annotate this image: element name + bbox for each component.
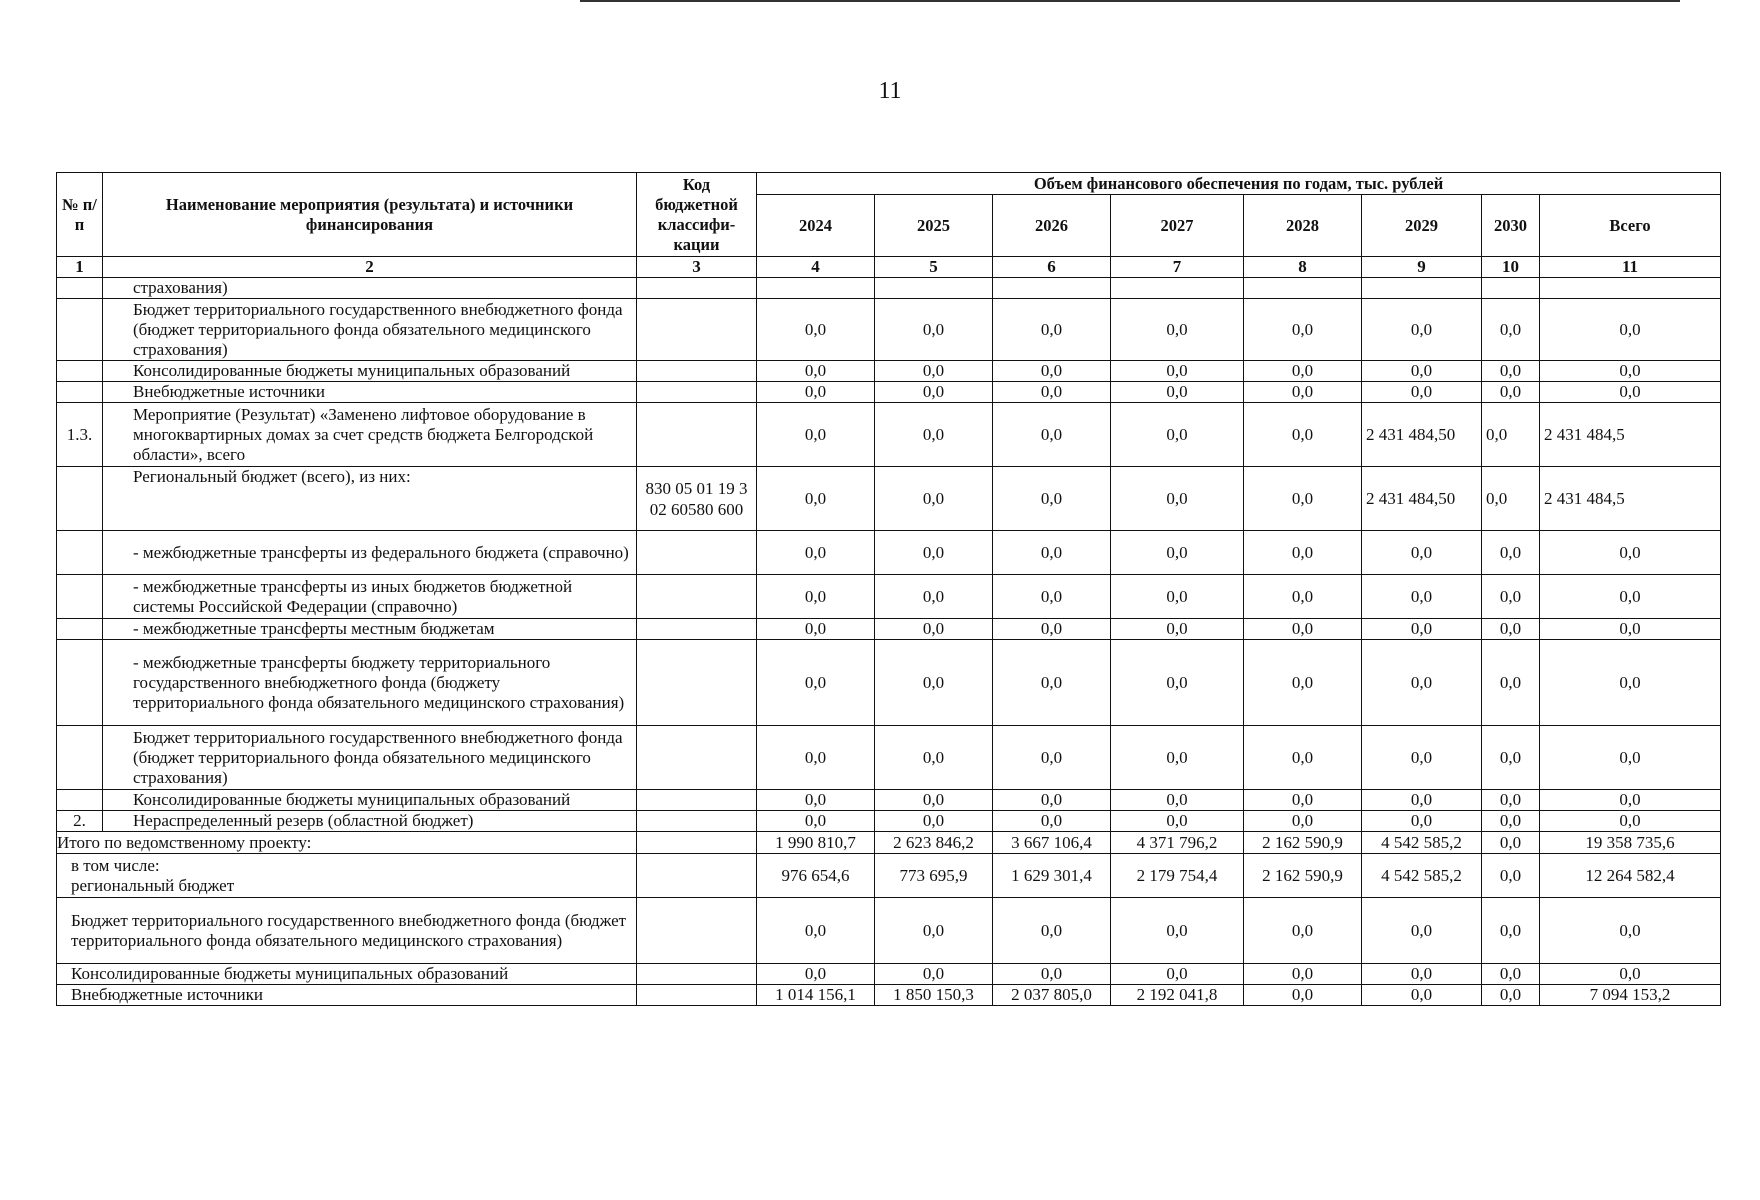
row-kbk — [637, 299, 757, 361]
total-value: 0,0 — [1482, 964, 1540, 985]
total-value: 0,0 — [1482, 898, 1540, 964]
row-value: 0,0 — [1111, 361, 1244, 382]
row-name: Нераспределенный резерв (областной бюджет) — [103, 811, 637, 832]
table-row — [57, 619, 1721, 640]
row-name: Консолидированные бюджеты муниципальных образований — [103, 790, 637, 811]
row-value: 0,0 — [1244, 726, 1362, 790]
row-value: 0,0 — [1362, 640, 1482, 726]
column-index: 1 — [57, 257, 103, 278]
row-value: 0,0 — [875, 531, 993, 575]
row-value: 0,0 — [875, 361, 993, 382]
total-row — [57, 898, 1721, 964]
total-value: 1 990 810,7 — [757, 832, 875, 854]
row-value — [1482, 278, 1540, 299]
column-index: 8 — [1244, 257, 1362, 278]
header-year: 2025 — [875, 195, 993, 257]
row-kbk — [637, 382, 757, 403]
row-value: 0,0 — [875, 575, 993, 619]
total-value: 19 358 735,6 — [1540, 832, 1721, 854]
row-value: 0,0 — [875, 382, 993, 403]
total-name: Внебюджетные источники — [57, 985, 637, 1006]
row-kbk — [637, 726, 757, 790]
table-row — [57, 299, 1721, 361]
header-year: 2026 — [993, 195, 1111, 257]
row-value: 0,0 — [1482, 467, 1540, 531]
table-row — [57, 575, 1721, 619]
row-value — [1111, 278, 1244, 299]
row-kbk: 830 05 01 19 3 02 60580 600 — [637, 467, 757, 531]
header-kbk: Код бюджетной классифи-кации — [637, 173, 757, 257]
row-value: 0,0 — [1362, 726, 1482, 790]
row-value: 0,0 — [993, 790, 1111, 811]
row-value: 0,0 — [1540, 382, 1721, 403]
total-name — [57, 854, 637, 898]
row-value — [1244, 278, 1362, 299]
total-value: 0,0 — [875, 898, 993, 964]
row-value: 0,0 — [875, 403, 993, 467]
row-value: 0,0 — [875, 640, 993, 726]
row-value: 0,0 — [993, 361, 1111, 382]
row-value: 0,0 — [1482, 299, 1540, 361]
row-name: Консолидированные бюджеты муниципальных образований — [103, 361, 637, 382]
column-index: 6 — [993, 257, 1111, 278]
total-name-prefix: в том числе: — [71, 855, 160, 875]
header-num: № п/п — [57, 173, 103, 257]
column-index: 2 — [103, 257, 637, 278]
table-row — [57, 811, 1721, 832]
column-index: 4 — [757, 257, 875, 278]
financing-table — [56, 172, 1721, 1006]
row-value: 0,0 — [1482, 726, 1540, 790]
row-value: 0,0 — [1244, 619, 1362, 640]
row-value: 0,0 — [1482, 361, 1540, 382]
total-value: 0,0 — [1540, 964, 1721, 985]
row-value: 0,0 — [875, 790, 993, 811]
header-name: Наименование мероприятия (результата) и источники финансирования — [103, 173, 637, 257]
row-value: 0,0 — [1540, 726, 1721, 790]
total-value: 2 162 590,9 — [1244, 832, 1362, 854]
row-kbk — [637, 811, 757, 832]
total-value: 0,0 — [757, 898, 875, 964]
column-index: 3 — [637, 257, 757, 278]
total-value: 7 094 153,2 — [1540, 985, 1721, 1006]
total-value: 0,0 — [1111, 898, 1244, 964]
total-value: 4 371 796,2 — [1111, 832, 1244, 854]
total-value: 0,0 — [875, 964, 993, 985]
header-year: 2030 — [1482, 195, 1540, 257]
row-num — [57, 619, 103, 640]
row-value: 0,0 — [1362, 382, 1482, 403]
row-value: 0,0 — [993, 726, 1111, 790]
row-value: 0,0 — [1111, 575, 1244, 619]
total-value: 0,0 — [1482, 832, 1540, 854]
row-value: 0,0 — [1111, 619, 1244, 640]
header-year: 2027 — [1111, 195, 1244, 257]
row-value — [1540, 278, 1721, 299]
row-value: 0,0 — [875, 299, 993, 361]
row-value: 0,0 — [1482, 619, 1540, 640]
row-value: 0,0 — [1244, 299, 1362, 361]
row-kbk — [637, 575, 757, 619]
column-index: 11 — [1540, 257, 1721, 278]
row-value: 0,0 — [1482, 790, 1540, 811]
table-header — [57, 173, 1721, 278]
header-total: Всего — [1540, 195, 1721, 257]
table-row — [57, 467, 1721, 531]
row-value: 0,0 — [993, 403, 1111, 467]
row-value: 0,0 — [1244, 361, 1362, 382]
row-num — [57, 531, 103, 575]
row-value — [993, 278, 1111, 299]
row-value: 0,0 — [757, 619, 875, 640]
total-value: 12 264 582,4 — [1540, 854, 1721, 898]
total-value: 0,0 — [757, 964, 875, 985]
row-name: - межбюджетные трансферты местным бюджетам — [103, 619, 637, 640]
row-value: 0,0 — [757, 403, 875, 467]
total-kbk — [637, 854, 757, 898]
row-value: 2 431 484,50 — [1362, 403, 1482, 467]
row-kbk — [637, 619, 757, 640]
row-num — [57, 790, 103, 811]
row-value: 0,0 — [993, 382, 1111, 403]
column-index: 5 — [875, 257, 993, 278]
total-value: 0,0 — [1362, 898, 1482, 964]
row-value: 0,0 — [1111, 299, 1244, 361]
row-kbk — [637, 640, 757, 726]
header-year: 2028 — [1244, 195, 1362, 257]
column-index: 7 — [1111, 257, 1244, 278]
row-value: 0,0 — [1362, 790, 1482, 811]
row-name: Бюджет территориального государственного внебюджетного фонда (бюджет территориального фонда обязательного медицинского страхования) — [103, 299, 637, 361]
row-name: Мероприятие (Результат) «Заменено лифтовое оборудование в многоквартирных домах за счет средств бюджета Белгородской области», всего — [103, 403, 637, 467]
table-body — [57, 278, 1721, 1006]
row-value: 0,0 — [1244, 575, 1362, 619]
total-value: 0,0 — [1244, 985, 1362, 1006]
table-row — [57, 361, 1721, 382]
row-name: Внебюджетные источники — [103, 382, 637, 403]
row-value — [875, 278, 993, 299]
row-value: 0,0 — [1482, 531, 1540, 575]
row-value: 0,0 — [1482, 382, 1540, 403]
row-value: 0,0 — [1244, 467, 1362, 531]
row-kbk — [637, 278, 757, 299]
total-row — [57, 964, 1721, 985]
table-row — [57, 531, 1721, 575]
row-value: 2 431 484,50 — [1362, 467, 1482, 531]
row-value: 0,0 — [757, 467, 875, 531]
row-value: 0,0 — [1482, 811, 1540, 832]
row-value: 0,0 — [1540, 640, 1721, 726]
total-value: 2 623 846,2 — [875, 832, 993, 854]
table-row — [57, 790, 1721, 811]
header-year: 2029 — [1362, 195, 1482, 257]
total-value: 0,0 — [1244, 898, 1362, 964]
total-kbk — [637, 964, 757, 985]
total-value: 976 654,6 — [757, 854, 875, 898]
row-value: 0,0 — [875, 619, 993, 640]
row-value: 0,0 — [1540, 619, 1721, 640]
row-value: 0,0 — [757, 640, 875, 726]
row-value: 0,0 — [1362, 361, 1482, 382]
total-row — [57, 832, 1721, 854]
table-row — [57, 382, 1721, 403]
row-value: 0,0 — [993, 531, 1111, 575]
row-value — [1362, 278, 1482, 299]
total-value: 2 037 805,0 — [993, 985, 1111, 1006]
total-row — [57, 985, 1721, 1006]
row-num — [57, 726, 103, 790]
row-value — [757, 278, 875, 299]
row-value: 0,0 — [1111, 640, 1244, 726]
row-value: 0,0 — [1540, 299, 1721, 361]
row-value: 0,0 — [1362, 619, 1482, 640]
row-value: 0,0 — [993, 619, 1111, 640]
total-value: 1 850 150,3 — [875, 985, 993, 1006]
row-value: 0,0 — [1244, 790, 1362, 811]
row-value: 0,0 — [1111, 811, 1244, 832]
total-value: 0,0 — [1482, 854, 1540, 898]
row-value: 0,0 — [1482, 640, 1540, 726]
row-value: 0,0 — [1482, 575, 1540, 619]
total-name: Бюджет территориального государственного внебюджетного фонда (бюджет территориального фонда обязательного медицинского страхования) — [57, 898, 637, 964]
row-value: 0,0 — [757, 726, 875, 790]
row-num — [57, 575, 103, 619]
column-index-row — [57, 257, 1721, 278]
page-number: 11 — [878, 78, 902, 104]
total-value: 2 192 041,8 — [1111, 985, 1244, 1006]
row-value: 0,0 — [1540, 531, 1721, 575]
header-volume: Объем финансового обеспечения по годам, тыс. рублей — [757, 173, 1721, 195]
row-num: 2. — [57, 811, 103, 832]
total-value: 3 667 106,4 — [993, 832, 1111, 854]
row-num — [57, 467, 103, 531]
row-value: 0,0 — [1111, 403, 1244, 467]
row-value: 0,0 — [1244, 403, 1362, 467]
row-name: Региональный бюджет (всего), из них: — [103, 467, 637, 531]
top-border-line — [580, 0, 1680, 2]
total-value: 2 162 590,9 — [1244, 854, 1362, 898]
total-value: 0,0 — [1362, 964, 1482, 985]
row-value: 0,0 — [1482, 403, 1540, 467]
row-kbk — [637, 790, 757, 811]
row-value: 0,0 — [993, 811, 1111, 832]
total-value: 0,0 — [1540, 898, 1721, 964]
row-num — [57, 278, 103, 299]
row-value: 2 431 484,5 — [1540, 467, 1721, 531]
row-value: 0,0 — [993, 575, 1111, 619]
row-value: 0,0 — [757, 299, 875, 361]
row-value: 0,0 — [1111, 467, 1244, 531]
row-kbk — [637, 531, 757, 575]
row-value: 0,0 — [1244, 531, 1362, 575]
total-kbk — [637, 898, 757, 964]
row-value: 0,0 — [993, 640, 1111, 726]
row-value: 0,0 — [1111, 531, 1244, 575]
row-value: 0,0 — [993, 467, 1111, 531]
total-value: 1 014 156,1 — [757, 985, 875, 1006]
row-value: 0,0 — [1111, 382, 1244, 403]
row-num — [57, 299, 103, 361]
total-value: 1 629 301,4 — [993, 854, 1111, 898]
row-value: 0,0 — [1111, 790, 1244, 811]
row-kbk — [637, 403, 757, 467]
total-name-label: региональный бюджет — [71, 875, 235, 895]
row-value: 0,0 — [1244, 382, 1362, 403]
table-row — [57, 278, 1721, 299]
total-value: 4 542 585,2 — [1362, 854, 1482, 898]
total-kbk — [637, 832, 757, 854]
total-value: 0,0 — [1482, 985, 1540, 1006]
row-value: 0,0 — [875, 811, 993, 832]
row-value: 0,0 — [1244, 640, 1362, 726]
row-num — [57, 640, 103, 726]
total-kbk — [637, 985, 757, 1006]
row-num — [57, 361, 103, 382]
row-value: 0,0 — [1362, 531, 1482, 575]
total-value: 0,0 — [1244, 964, 1362, 985]
table-row — [57, 726, 1721, 790]
total-name: Консолидированные бюджеты муниципальных образований — [57, 964, 637, 985]
row-value: 0,0 — [1540, 361, 1721, 382]
row-value: 0,0 — [1540, 790, 1721, 811]
row-value: 0,0 — [757, 361, 875, 382]
row-value: 2 431 484,5 — [1540, 403, 1721, 467]
total-value: 4 542 585,2 — [1362, 832, 1482, 854]
row-name: - межбюджетные трансферты бюджету территориального государственного внебюджетного фонда (бюджету территориального фонда обязательного медицинского страхования) — [103, 640, 637, 726]
row-value: 0,0 — [1540, 811, 1721, 832]
row-value: 0,0 — [875, 726, 993, 790]
column-index: 10 — [1482, 257, 1540, 278]
row-value: 0,0 — [757, 811, 875, 832]
row-kbk — [637, 361, 757, 382]
total-value: 0,0 — [993, 898, 1111, 964]
row-value: 0,0 — [757, 382, 875, 403]
table-row — [57, 403, 1721, 467]
row-value: 0,0 — [1244, 811, 1362, 832]
row-value: 0,0 — [993, 299, 1111, 361]
row-name: - межбюджетные трансферты из иных бюджетов бюджетной системы Российской Федерации (справочно) — [103, 575, 637, 619]
total-row — [57, 854, 1721, 898]
row-value: 0,0 — [757, 790, 875, 811]
row-value: 0,0 — [1362, 299, 1482, 361]
total-value: 2 179 754,4 — [1111, 854, 1244, 898]
row-value: 0,0 — [1362, 811, 1482, 832]
table-row — [57, 640, 1721, 726]
total-value: 0,0 — [993, 964, 1111, 985]
row-value: 0,0 — [1540, 575, 1721, 619]
total-value: 0,0 — [1362, 985, 1482, 1006]
total-name: Итого по ведомственному проекту: — [57, 832, 637, 854]
row-value: 0,0 — [875, 467, 993, 531]
row-value: 0,0 — [1111, 726, 1244, 790]
total-value: 0,0 — [1111, 964, 1244, 985]
row-value: 0,0 — [1362, 575, 1482, 619]
total-value: 773 695,9 — [875, 854, 993, 898]
header-year: 2024 — [757, 195, 875, 257]
row-name: страхования) — [103, 278, 637, 299]
row-value: 0,0 — [757, 531, 875, 575]
row-value: 0,0 — [757, 575, 875, 619]
row-name: - межбюджетные трансферты из федерального бюджета (справочно) — [103, 531, 637, 575]
column-index: 9 — [1362, 257, 1482, 278]
row-num: 1.3. — [57, 403, 103, 467]
row-name: Бюджет территориального государственного внебюджетного фонда (бюджет территориального фонда обязательного медицинского страхования) — [103, 726, 637, 790]
row-num — [57, 382, 103, 403]
